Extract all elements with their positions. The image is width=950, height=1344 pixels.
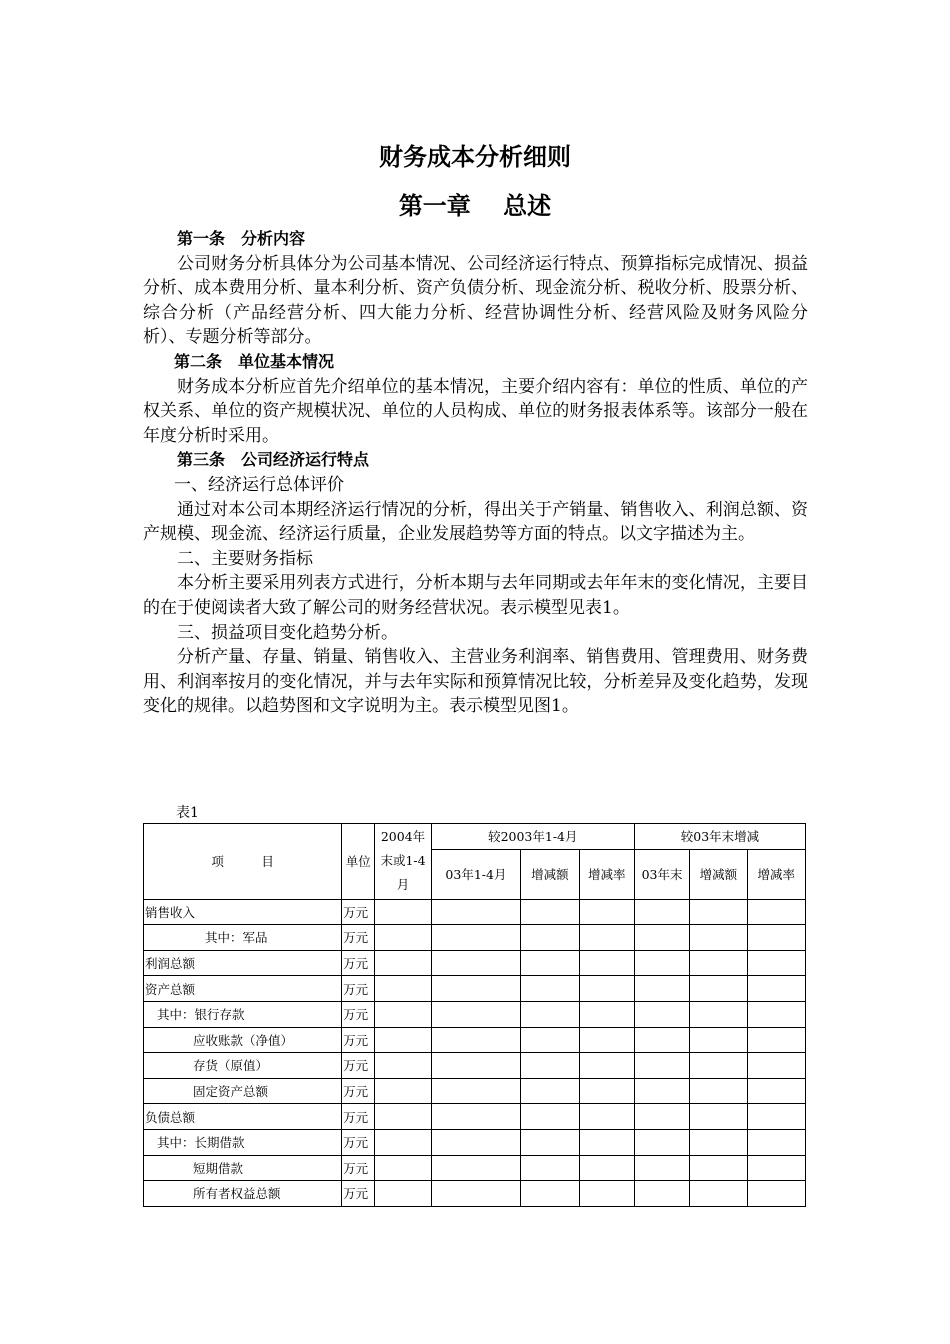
row-item: 资产总额 [144,976,342,1002]
row-value-cell [579,1104,634,1130]
row-value-cell [634,950,689,976]
row-value-cell [375,1078,431,1104]
row-value-cell [431,1104,521,1130]
row-value-cell [579,925,634,951]
header-compare-2003: 较2003年1-4月 [431,824,634,850]
header-unit: 单位 [342,824,375,900]
row-value-cell [690,950,747,976]
section-paragraph-2: 财务成本分析应首先介绍单位的基本情况，主要介绍内容有：单位的性质、单位的产权关系、单位的资产规模状况、单位的人员构成、单位的财务报表体系等。该部分一般在年度分析时采用。 [143,376,808,446]
table-row [144,1078,806,1104]
table-row [144,950,806,976]
row-value-cell [431,1001,521,1027]
row-unit: 万元 [342,1001,375,1027]
row-value-cell [579,1078,634,1104]
row-value-cell [634,1053,689,1079]
row-value-cell [431,1053,521,1079]
row-value-cell [375,1129,431,1155]
row-value-cell [634,925,689,951]
table-row [144,1155,806,1181]
row-unit: 万元 [342,1129,375,1155]
row-value-cell [579,950,634,976]
header-2004: 2004年末或1-4月 [375,824,431,900]
subsection-paragraph-1: 通过对本公司本期经济运行情况的分析，得出关于产销量、销售收入、利润总额、资产规模、现金流、经济运行质量，企业发展趋势等方面的特点。以文字描述为主。 [143,499,808,545]
row-item: 负债总额 [144,1104,342,1130]
row-value-cell [747,1001,805,1027]
row-unit: 万元 [342,1104,375,1130]
row-value-cell [521,976,579,1002]
row-value-cell [431,1078,521,1104]
row-value-cell [521,1053,579,1079]
row-item: 销售收入 [144,899,342,925]
row-value-cell [521,1027,579,1053]
row-value-cell [747,1027,805,1053]
row-value-cell [521,899,579,925]
row-unit: 万元 [342,1155,375,1181]
row-unit: 万元 [342,1027,375,1053]
table-row [144,899,806,925]
row-item: 其中：军品 [144,925,342,951]
header-item: 项 目 [144,824,342,900]
row-value-cell [375,1001,431,1027]
row-unit: 万元 [342,1078,375,1104]
row-value-cell [521,1001,579,1027]
row-value-cell [747,899,805,925]
row-item: 应收账款（净值） [144,1027,342,1053]
row-value-cell [521,1181,579,1207]
row-value-cell [634,1001,689,1027]
row-unit: 万元 [342,976,375,1002]
row-value-cell [579,1181,634,1207]
row-value-cell [375,1155,431,1181]
row-value-cell [690,1155,747,1181]
section-paragraph-1: 公司财务分析具体分为公司基本情况、公司经济运行特点、预算指标完成情况、损益分析、成本费用分析、量本利分析、资产负债分析、现金流分析、税收分析、股票分析、综合分析（产品经营分析、四大能力分析、经营协调性分析、经营风险及财务风险分析）、专题分析等部分。 [143,253,808,348]
row-value-cell [431,1181,521,1207]
row-value-cell [747,1053,805,1079]
table-row [144,1104,806,1130]
row-unit: 万元 [342,1053,375,1079]
row-unit: 万元 [342,899,375,925]
section-heading-2: 第二条 单位基本情况 [174,351,335,371]
row-value-cell [634,1078,689,1104]
row-value-cell [747,925,805,951]
header-compare-03-end: 较03年末增减 [634,824,805,850]
row-value-cell [690,1053,747,1079]
row-value-cell [375,1104,431,1130]
row-value-cell [634,1155,689,1181]
row-value-cell [375,925,431,951]
row-item: 其中：银行存款 [144,1001,342,1027]
row-value-cell [579,899,634,925]
row-value-cell [579,1027,634,1053]
table-body [144,899,806,1206]
financial-indicators-table [143,823,806,1207]
subheader-03-jan-apr: 03年1-4月 [431,849,521,899]
row-value-cell [431,1155,521,1181]
subheader-change-rate-2: 增减率 [747,849,805,899]
row-value-cell [690,1001,747,1027]
subsection-paragraph-3: 分析产量、存量、销量、销售收入、主营业务利润率、销售费用、管理费用、财务费用、利润率按月的变化情况，并与去年实际和预算情况比较，分析差异及变化趋势，发现变化的规律。以趋势图和文字说明为主。表示模型见图1。 [143,647,808,717]
row-value-cell [579,1155,634,1181]
row-value-cell [579,976,634,1002]
subsection-heading-3: 三、损益项目变化趋势分析。 [177,622,398,643]
row-value-cell [579,1129,634,1155]
subheader-change-amount-1: 增减额 [521,849,579,899]
section-heading-1: 第一条 分析内容 [177,229,306,248]
row-value-cell [690,1078,747,1104]
table-row [144,1053,806,1079]
row-value-cell [431,1027,521,1053]
row-value-cell [521,1155,579,1181]
row-value-cell [634,1104,689,1130]
row-unit: 万元 [342,950,375,976]
row-value-cell [521,1129,579,1155]
row-value-cell [747,1129,805,1155]
subheader-03-end: 03年末 [634,849,689,899]
subsection-heading-1: 一、经济运行总体评价 [174,474,344,495]
table-label: 表1 [176,805,199,821]
row-value-cell [431,925,521,951]
row-value-cell [747,1078,805,1104]
row-value-cell [634,1027,689,1053]
chapter-title: 第一章 总述 [398,192,552,220]
table-row [144,1129,806,1155]
row-item: 短期借款 [144,1155,342,1181]
row-value-cell [431,976,521,1002]
table-row [144,1001,806,1027]
row-item: 存货（原值） [144,1053,342,1079]
row-value-cell [431,1129,521,1155]
row-value-cell [690,1027,747,1053]
row-value-cell [521,950,579,976]
table-row [144,1027,806,1053]
row-value-cell [747,1104,805,1130]
row-item: 所有者权益总额 [144,1181,342,1207]
row-value-cell [521,1104,579,1130]
table-row [144,976,806,1002]
document-body [143,227,808,719]
row-unit: 万元 [342,925,375,951]
row-value-cell [375,950,431,976]
row-value-cell [747,1155,805,1181]
row-value-cell [375,1027,431,1053]
row-value-cell [375,1053,431,1079]
row-item: 固定资产总额 [144,1078,342,1104]
row-value-cell [690,899,747,925]
row-value-cell [634,1181,689,1207]
row-unit: 万元 [342,1181,375,1207]
row-value-cell [634,976,689,1002]
row-value-cell [690,976,747,1002]
row-value-cell [375,899,431,925]
subheader-change-amount-2: 增减额 [690,849,747,899]
row-value-cell [690,1129,747,1155]
row-value-cell [375,1181,431,1207]
section-heading-3: 第三条 公司经济运行特点 [177,450,370,470]
row-value-cell [375,976,431,1002]
subsection-paragraph-2: 本分析主要采用列表方式进行，分析本期与去年同期或去年年末的变化情况，主要目的在于使阅读者大致了解公司的财务经营状况。表示模型见表1。 [143,573,808,618]
table-row [144,1181,806,1207]
row-value-cell [579,1053,634,1079]
subheader-change-rate-1: 增减率 [579,849,634,899]
subsection-heading-2: 二、主要财务指标 [177,548,313,569]
document-title: 财务成本分析细则 [379,143,571,171]
row-value-cell [747,950,805,976]
row-value-cell [690,1181,747,1207]
table-row [144,925,806,951]
row-value-cell [690,1104,747,1130]
row-value-cell [521,1078,579,1104]
row-value-cell [690,925,747,951]
row-value-cell [634,1129,689,1155]
row-value-cell [521,925,579,951]
row-value-cell [579,1001,634,1027]
row-value-cell [431,950,521,976]
row-value-cell [431,899,521,925]
row-value-cell [634,899,689,925]
row-value-cell [747,976,805,1002]
row-item: 利润总额 [144,950,342,976]
row-item: 其中：长期借款 [144,1129,342,1155]
row-value-cell [747,1181,805,1207]
